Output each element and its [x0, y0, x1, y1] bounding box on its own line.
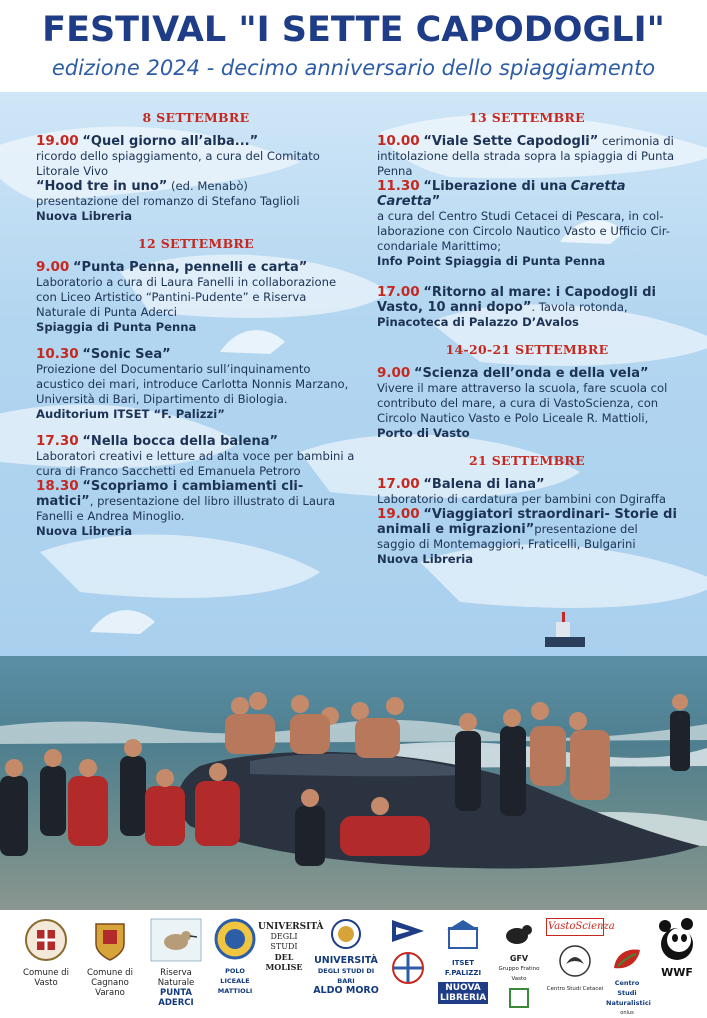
event-title: “Hood tre in uno” — [36, 179, 168, 194]
sponsor-logos-bar — [0, 910, 707, 1016]
logo-riserva-punta-aderci: Riserva Naturale PUNTA ADERCI — [146, 918, 206, 1008]
event-item — [377, 366, 677, 441]
logo-universita-molise: UNIVERSITÀ DEGLI STUDI DEL MOLISE — [258, 922, 324, 972]
event-title: “Quel giorno all’alba...” — [82, 134, 259, 149]
logo-nuova-libreria: NUOVA LIBRERIA — [440, 983, 487, 1003]
event-description: presentazione del saggio di Montemaggiori, Fraticelli, Bulgarini — [377, 522, 638, 551]
event-description: Proiezione del Documentario sull’inquinamento acustico dei mari, introduce Carlotta Nonnis Marzano, Università di Bari, Dipartimento di Biologia. — [36, 362, 349, 406]
event-place: Nuova Libreria — [36, 209, 133, 223]
day-heading: 14-20-21 SETTEMBRE — [445, 342, 609, 357]
school-seal-icon — [214, 918, 256, 960]
day-heading: 8 SETTEMBRE — [142, 110, 250, 125]
shield-icon — [93, 918, 127, 962]
event-description: presentazione del romanzo di Stefano Taglioli — [36, 194, 300, 208]
event-description: . Tavola rotonda, — [531, 300, 628, 314]
event-item — [36, 134, 356, 224]
event-time: 17.00 — [377, 284, 420, 300]
event-title: “Liberazione di una — [423, 179, 568, 194]
logo-vastoscienza: VastoScienza Centro Studi Cetacei — [546, 918, 604, 994]
institute-icon — [445, 918, 481, 952]
event-item — [377, 285, 677, 330]
event-title: “Punta Penna, pennelli e carta” — [73, 260, 308, 275]
event-description: Laboratorio a cura di Laura Fanelli in collaborazione con Liceo Artistico “Pantini-Pudente” e Riserva Naturale di Punta Aderci — [36, 275, 337, 319]
nature-leaf-icon — [610, 946, 644, 972]
fratino-bird-icon — [501, 918, 537, 948]
event-title: “Nella bocca della balena” — [82, 434, 279, 449]
badge-icon — [508, 987, 530, 1009]
event-place: Pinacoteca di Palazzo D’Avalos — [377, 315, 579, 329]
event-item — [36, 260, 356, 335]
event-title: “Viale Sette Capodogli” — [423, 134, 599, 149]
event-description: Laboratori creativi e letture ad alta voce per bambini a cura di Franco Sacchetti ed Emanuela Petroro — [36, 449, 355, 478]
logo-circolo-nautico — [386, 918, 430, 992]
event-description: cerimonia di intitolazione della strada sopra la spiaggia di Punta Penna — [377, 134, 675, 178]
logo-centro-studi-naturalistici: Centro Studi Naturalistici onlus — [606, 946, 648, 1018]
event-place: Info Point Spiaggia di Punta Penna — [377, 254, 606, 268]
logo-wwf: WWF — [654, 918, 700, 978]
logo-polo-liceale: POLO LICEALE MATTIOLI — [212, 918, 258, 996]
program-left-column — [36, 104, 356, 551]
event-title: “Scienza dell’onda e della vela” — [414, 366, 649, 381]
day-heading: 12 SETTEMBRE — [138, 236, 254, 251]
event-time: 11.30 — [377, 178, 420, 194]
logo-comune-vasto: Comune di Vasto — [18, 918, 74, 988]
coat-of-arms-icon — [24, 918, 68, 962]
event-description: , presentazione del libro illustrato di Laura Fanelli e Andrea Minoglio. — [36, 494, 336, 523]
rescue-scene-image — [0, 656, 707, 910]
event-place: Auditorium ITSET “F. Palizzi” — [36, 407, 225, 421]
event-title: “Ritorno al mare: i Capodogli di Vasto, 10 anni dopo” — [377, 285, 656, 315]
event-place: Nuova Libreria — [377, 552, 474, 566]
logo-comune-cagnano: Comune di Cagnano Varano — [82, 918, 138, 998]
event-description: ricordo dello spiaggiamento, a cura del Comitato Litorale Vivo — [36, 149, 320, 178]
event-item — [377, 477, 677, 567]
event-description: a cura del Centro Studi Cetacei di Pescara, in col-laborazione con Circolo Nautico Vasto e Ufficio Cir-condariale Marittimo; — [377, 209, 670, 253]
event-time: 18.30 — [36, 478, 79, 494]
event-time: 17.30 — [36, 433, 79, 449]
event-title: “Scopriamo i cambiamenti cli-matici” — [36, 479, 304, 509]
event-title-quote: ” — [431, 194, 441, 209]
boat-icon — [545, 612, 585, 647]
vela-wheel-icon — [390, 950, 426, 986]
event-time: 19.00 — [36, 133, 79, 149]
event-place: Nuova Libreria — [36, 524, 133, 538]
whale-tail-icon — [558, 944, 592, 978]
event-description: Vivere il mare attraverso la scuola, fare scuola col contributo del mare, a cura di VastoScienza, con Circolo Nautico Vasto e Polo Liceale R. Mattioli, — [377, 381, 668, 425]
event-title: “Viaggiatori straordinari- Storie di animali e migrazioni” — [377, 507, 677, 537]
event-title-italic: Caretta Caretta — [377, 179, 626, 209]
event-time: 17.00 — [377, 476, 420, 492]
panda-icon — [657, 918, 697, 962]
event-place: Spiaggia di Punta Penna — [36, 320, 197, 334]
event-note: (ed. Menabò) — [171, 179, 248, 193]
event-time: 10.30 — [36, 346, 79, 362]
festival-title: FESTIVAL "I SETTE CAPODOGLI" — [42, 10, 665, 50]
program-right-column — [377, 104, 677, 579]
poster-header — [0, 0, 707, 92]
logo-gruppo-fratino: GFV Gruppo Fratino Vasto — [494, 918, 544, 1015]
beach-rescue-photo — [0, 656, 707, 910]
event-item — [377, 134, 677, 269]
event-title: “Balena di lana” — [423, 477, 545, 492]
day-heading: 13 SETTEMBRE — [469, 110, 585, 125]
event-title: “Sonic Sea” — [82, 347, 171, 362]
event-time: 10.00 — [377, 133, 420, 149]
event-place: Porto di Vasto — [377, 426, 470, 440]
festival-subtitle: edizione 2024 - decimo anniversario dello spiaggiamento — [51, 56, 656, 80]
event-time: 9.00 — [377, 365, 411, 381]
day-heading: 21 SETTEMBRE — [469, 453, 585, 468]
event-item — [36, 434, 356, 539]
event-time: 9.00 — [36, 259, 70, 275]
logo-itset-palizzi: ITSET F.PALIZZI NUOVA LIBRERIA — [438, 918, 488, 1004]
pennant-flag-icon — [390, 918, 426, 944]
university-seal-icon — [330, 918, 362, 950]
logo-universita-bari: UNIVERSITÀ DEGLI STUDI DI BARI ALDO MORO — [310, 918, 382, 996]
event-time: 19.00 — [377, 506, 420, 522]
bird-icon — [150, 918, 202, 962]
event-item — [36, 347, 356, 422]
event-description: Laboratorio di cardatura per bambini con Dgiraffa — [377, 492, 667, 506]
